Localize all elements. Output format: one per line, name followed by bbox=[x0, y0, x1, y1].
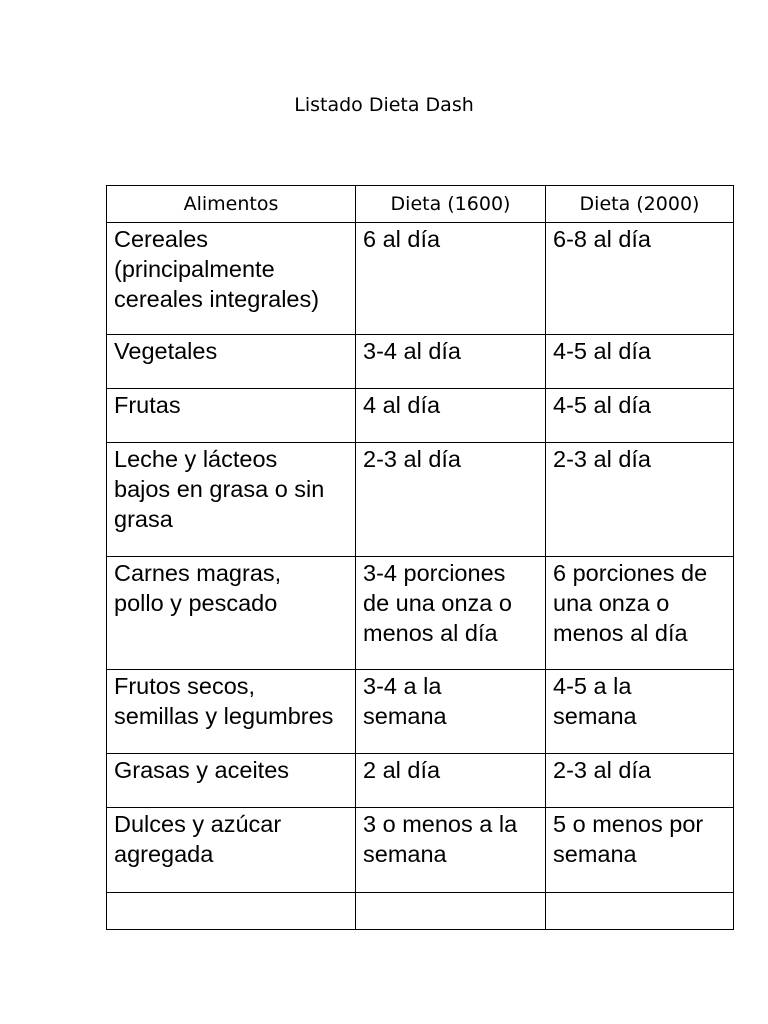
diet-1600-cell bbox=[356, 893, 546, 930]
food-cell bbox=[107, 223, 356, 335]
food-cell bbox=[107, 335, 356, 389]
table-header-row bbox=[107, 186, 734, 223]
diet-2000-text bbox=[553, 893, 733, 894]
diet-2000-text: 5 o menos por semana bbox=[553, 811, 704, 867]
diet-2000-text: 4-5 al día bbox=[553, 338, 651, 364]
diet-2000-cell bbox=[546, 808, 734, 893]
diet-2000-text: 6 porciones de una onza o menos al día bbox=[553, 560, 708, 646]
food-cell bbox=[107, 389, 356, 443]
food-text: Cereales (principalmente cereales integrales) bbox=[114, 226, 320, 312]
diet-2000-text: 2-3 al día bbox=[553, 757, 651, 783]
diet-table bbox=[106, 185, 734, 930]
diet-2000-cell bbox=[546, 670, 734, 754]
diet-1600-text: 3-4 a la semana bbox=[363, 673, 447, 729]
diet-2000-cell bbox=[546, 389, 734, 443]
diet-1600-cell bbox=[356, 808, 546, 893]
diet-2000-text: 4-5 al día bbox=[553, 392, 651, 418]
food-text: Dulces y azúcar agregada bbox=[114, 811, 282, 867]
diet-1600-text: 3-4 al día bbox=[363, 338, 461, 364]
food-cell bbox=[107, 893, 356, 930]
diet-1600-cell bbox=[356, 557, 546, 670]
diet-1600-cell bbox=[356, 754, 546, 808]
food-text: Leche y lácteos bajos en grasa o sin grasa bbox=[114, 446, 325, 532]
food-cell bbox=[107, 557, 356, 670]
diet-1600-text: 4 al día bbox=[363, 392, 441, 418]
diet-2000-cell bbox=[546, 335, 734, 389]
diet-1600-cell bbox=[356, 443, 546, 557]
food-text: Grasas y aceites bbox=[114, 757, 290, 783]
table-row bbox=[107, 389, 734, 443]
header-alimentos: Alimentos bbox=[107, 186, 356, 223]
table-row bbox=[107, 223, 734, 335]
table-row bbox=[107, 808, 734, 893]
food-text: Carnes magras, pollo y pescado bbox=[114, 560, 282, 616]
header-dieta-2000: Dieta (2000) bbox=[546, 186, 734, 223]
food-text bbox=[114, 893, 355, 894]
diet-2000-text: 4-5 a la semana bbox=[553, 673, 637, 729]
food-text: Frutos secos, semillas y legumbres bbox=[114, 673, 334, 729]
table-row bbox=[107, 335, 734, 389]
diet-2000-cell bbox=[546, 754, 734, 808]
food-cell bbox=[107, 670, 356, 754]
document-title: Listado Dieta Dash bbox=[294, 94, 474, 116]
diet-1600-text bbox=[363, 893, 545, 894]
table-row bbox=[107, 754, 734, 808]
diet-1600-text: 3 o menos a la semana bbox=[363, 811, 518, 867]
diet-1600-text: 3-4 porciones de una onza o menos al día bbox=[363, 560, 512, 646]
diet-2000-cell bbox=[546, 893, 734, 930]
diet-1600-cell bbox=[356, 670, 546, 754]
diet-1600-text: 2-3 al día bbox=[363, 446, 461, 472]
diet-1600-text: 6 al día bbox=[363, 226, 441, 252]
food-cell bbox=[107, 443, 356, 557]
table-row bbox=[107, 670, 734, 754]
table-row bbox=[107, 443, 734, 557]
diet-1600-cell bbox=[356, 335, 546, 389]
diet-1600-text: 2 al día bbox=[363, 757, 441, 783]
diet-2000-cell bbox=[546, 557, 734, 670]
food-cell bbox=[107, 754, 356, 808]
diet-2000-cell bbox=[546, 443, 734, 557]
food-text: Vegetales bbox=[114, 338, 218, 364]
food-text: Frutas bbox=[114, 392, 181, 418]
diet-1600-cell bbox=[356, 389, 546, 443]
food-cell bbox=[107, 808, 356, 893]
diet-2000-cell bbox=[546, 223, 734, 335]
diet-2000-text: 2-3 al día bbox=[553, 446, 651, 472]
diet-2000-text: 6-8 al día bbox=[553, 226, 651, 252]
table-row-empty bbox=[107, 893, 734, 930]
diet-1600-cell bbox=[356, 223, 546, 335]
table-row bbox=[107, 557, 734, 670]
header-dieta-1600: Dieta (1600) bbox=[356, 186, 546, 223]
